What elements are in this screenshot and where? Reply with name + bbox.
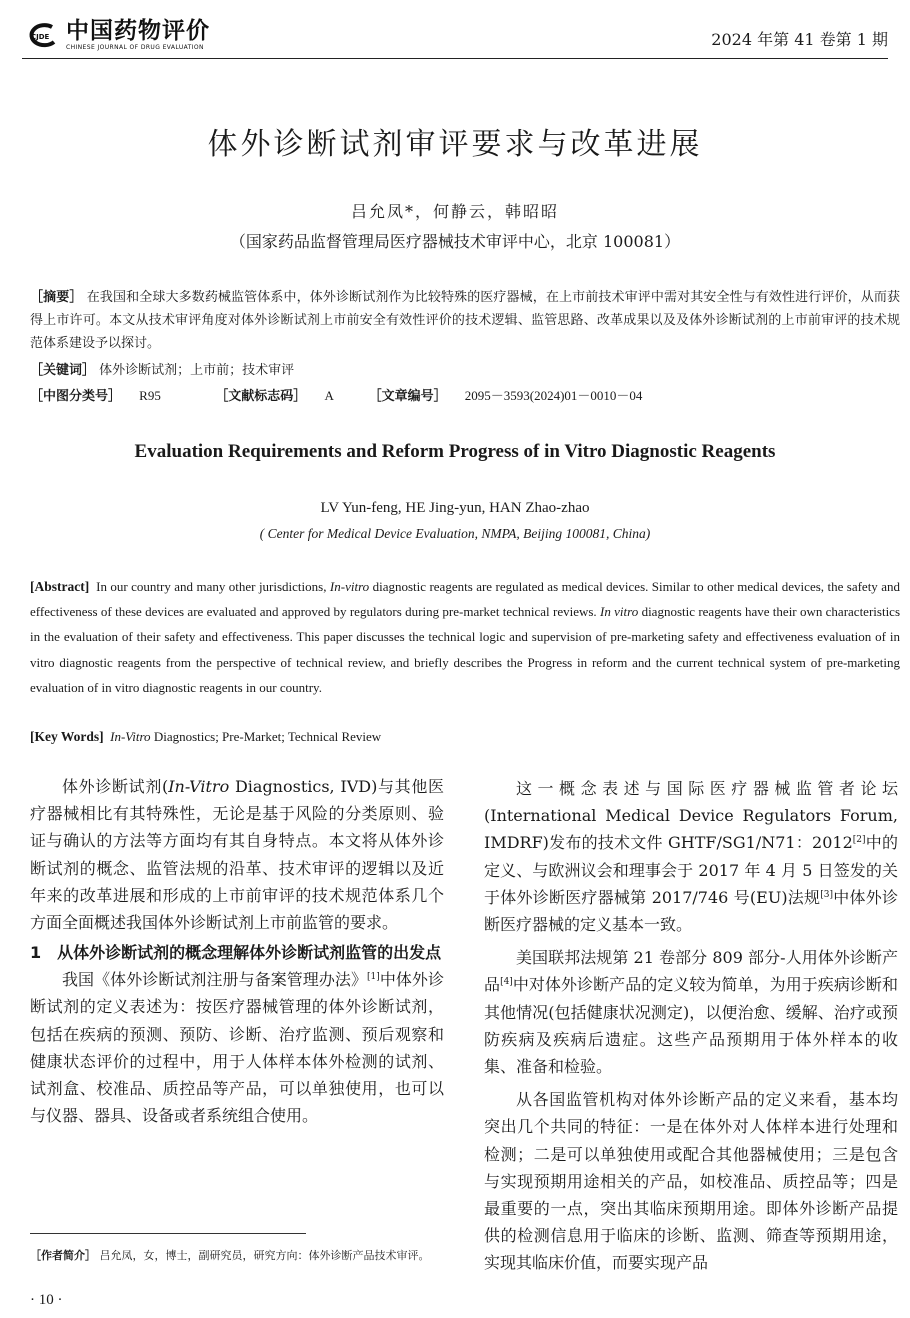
abstract-en-text-3: diagnostic reagents have their own characteristics in the evaluation of their safety and effectiveness. This paper discusses the technical logic and supervision of pre-marketing safety and effectiveness evaluation of in vitro diagnostic reagents from the perspective of technical review, and briefly describes the Progress in reform and the current technical system of pre-marketing evaluation of in vitro diagnostic reagents in our country. bbox=[30, 604, 901, 695]
svg-text:CJDE: CJDE bbox=[31, 33, 50, 41]
article-authors: 吕允凤*，何静云，韩昭昭 bbox=[350, 202, 559, 221]
abstract-en-label: [Abstract] bbox=[30, 579, 90, 594]
clc-label: ［中图分类号］ bbox=[30, 389, 122, 404]
citation-ref[interactable]: [2] bbox=[852, 835, 866, 846]
abstract-en-italic-2: In vitro bbox=[600, 604, 639, 620]
abstract-en-text-1: In our country and many other jurisdictions, bbox=[96, 579, 327, 594]
abstract-en bbox=[30, 574, 900, 700]
keywords-en-label: [Key Words] bbox=[30, 729, 104, 744]
body-paragraph: 我国《体外诊断试剂注册与备案管理办法》[1]中体外诊断试剂的定义表述为：按医疗器械管理的体外诊断试剂，包括在疾病的预测、预防、诊断、治疗监测、预后观察和健康状态评价的过程中，用于人体样本体外检测的试剂、试剂盒、校准品、质控品等产品，可以单独使用，也可以与仪器、器具、设备或者系统组合使用。 bbox=[30, 970, 444, 1126]
abstract-cn-label: ［摘要］ bbox=[30, 290, 83, 305]
doc-code-value: A bbox=[324, 388, 334, 403]
author-footnote bbox=[30, 1246, 448, 1265]
abstract-cn-text: 在我国和全球大多数药械监管体系中，体外诊断试剂作为比较特殊的医疗器械，在上市前技术审评中需对其安全性与有效性进行评价，从而获得上市许可。本文从技术审评角度对体外诊断试剂上市前安全有效性评价的技术逻辑、监管思路、改革成果以及及体外诊断试剂的上市前审评的技术规范体系建设予以探讨。 bbox=[30, 290, 900, 351]
body-paragraph: 这一概念表述与国际医疗器械监管者论坛(International Medical Device Regulators Forum, IMDRF)发布的技术文件 GHTF/SG1/N71：2012[2]中的定义、与欧洲议会和理事会于 2017 年 4 月 5 日签发的关于体外诊断医疗器械第 2017/746 号(EU)法规[3]中体外诊断医疗器械的定义基本一致。 bbox=[484, 779, 898, 935]
keywords-en bbox=[30, 725, 381, 749]
journal-logo-mark-icon bbox=[22, 22, 62, 48]
section-heading-1: 1 从体外诊断试剂的概念理解体外诊断试剂监管的出发点 bbox=[30, 943, 442, 963]
article-no-label: ［文章编号］ bbox=[368, 389, 447, 404]
article-affiliation: （国家药品监督管理局医疗器械技术审评中心，北京 100081） bbox=[229, 232, 681, 251]
journal-logo bbox=[22, 18, 242, 54]
body-column-right bbox=[484, 775, 898, 1277]
doc-code-label: ［文献标志码］ bbox=[215, 389, 307, 404]
classification-row bbox=[30, 384, 642, 409]
page-number: · 10 · bbox=[30, 1292, 63, 1308]
keywords-en-text: Diagnostics; Pre-Market; Technical Review bbox=[153, 729, 382, 744]
journal-name-cn: 中国药物评价 bbox=[66, 18, 210, 44]
header-divider bbox=[22, 58, 888, 59]
keywords-en-italic: In-Vitro bbox=[110, 729, 151, 744]
body-column-left bbox=[30, 773, 444, 1129]
issue-info: 2024 年第 41 卷第 1 期 bbox=[711, 30, 888, 49]
abstract-en-text-2: diagnostic reagents are regulated as medical devices. Similar to other medical devices, the safety and effectiveness of these devices are evaluated and approved by regulators during pre-market technical reviews. bbox=[30, 579, 901, 620]
keywords-cn-label: ［关键词］ bbox=[30, 363, 96, 378]
article-affiliation-en: ( Center for Medical Device Evaluation, NMPA, Beijing 100081, China) bbox=[259, 526, 651, 541]
body-paragraph: 体外诊断试剂(In-Vitro Diagnostics, IVD)与其他医疗器械相比有其特殊性，无论是基于风险的分类原则、验证与确认的方法等方面均有其自身特点。本文将从体外诊断试剂的概念、监管法规的沿革、技术审评的逻辑以及近年来的改革进展和形成的上市前审评的技术规范体系几个方面全面概述我国体外诊断试剂上市前监管的要求。 bbox=[30, 777, 444, 933]
article-no-value: 2095－3593(2024)01－0010－04 bbox=[464, 388, 643, 403]
keywords-cn-text: 体外诊断试剂；上市前；技术审评 bbox=[99, 363, 295, 378]
journal-name-en: CHINESE JOURNAL OF DRUG EVALUATION bbox=[66, 44, 204, 51]
abstract-en-italic-1: In-vitro bbox=[329, 579, 370, 594]
citation-ref[interactable]: [1] bbox=[367, 972, 380, 983]
footnote-text: 吕允凤，女，博士，副研究员，研究方向：体外诊断产品技术审评。 bbox=[99, 1249, 430, 1262]
clc-value: R95 bbox=[139, 388, 161, 403]
footnote-label: ［作者简介］ bbox=[30, 1249, 96, 1262]
abstract-cn bbox=[30, 286, 900, 355]
footnote-divider bbox=[30, 1233, 306, 1234]
body-paragraph: 美国联邦法规第 21 卷部分 809 部分-人用体外诊断产品[4]中对体外诊断产品的定义较为简单，为用于疾病诊断和其他情况(包括健康状况测定)，以便治愈、缓解、治疗或预防疾病及疾病后遗症。这些产品预期用于体外样本的收集、准备和检验。 bbox=[484, 948, 898, 1077]
citation-ref[interactable]: [4] bbox=[500, 977, 513, 988]
article-authors-en: LV Yun-feng, HE Jing-yun, HAN Zhao-zhao bbox=[320, 500, 590, 516]
article-title-en: Evaluation Requirements and Reform Progress of in Vitro Diagnostic Reagents bbox=[134, 441, 776, 462]
body-paragraph: 从各国监管机构对体外诊断产品的定义来看，基本均突出几个共同的特征：一是在体外对人体样本进行处理和检测；二是可以单独使用或配合其他器械使用；三是包含与实现预期用途相关的产品，如校准品、质控品等；四是最重要的一点，突出其临床预期用途。即体外诊断产品提供的检测信息用于临床的诊断、监测、筛查等预期用途，实现其临床价值，而要实现产品 bbox=[484, 1090, 898, 1273]
keywords-cn bbox=[30, 359, 900, 382]
citation-ref[interactable]: [3] bbox=[820, 889, 834, 900]
article-title: 体外诊断试剂审评要求与改革进展 bbox=[207, 127, 703, 162]
